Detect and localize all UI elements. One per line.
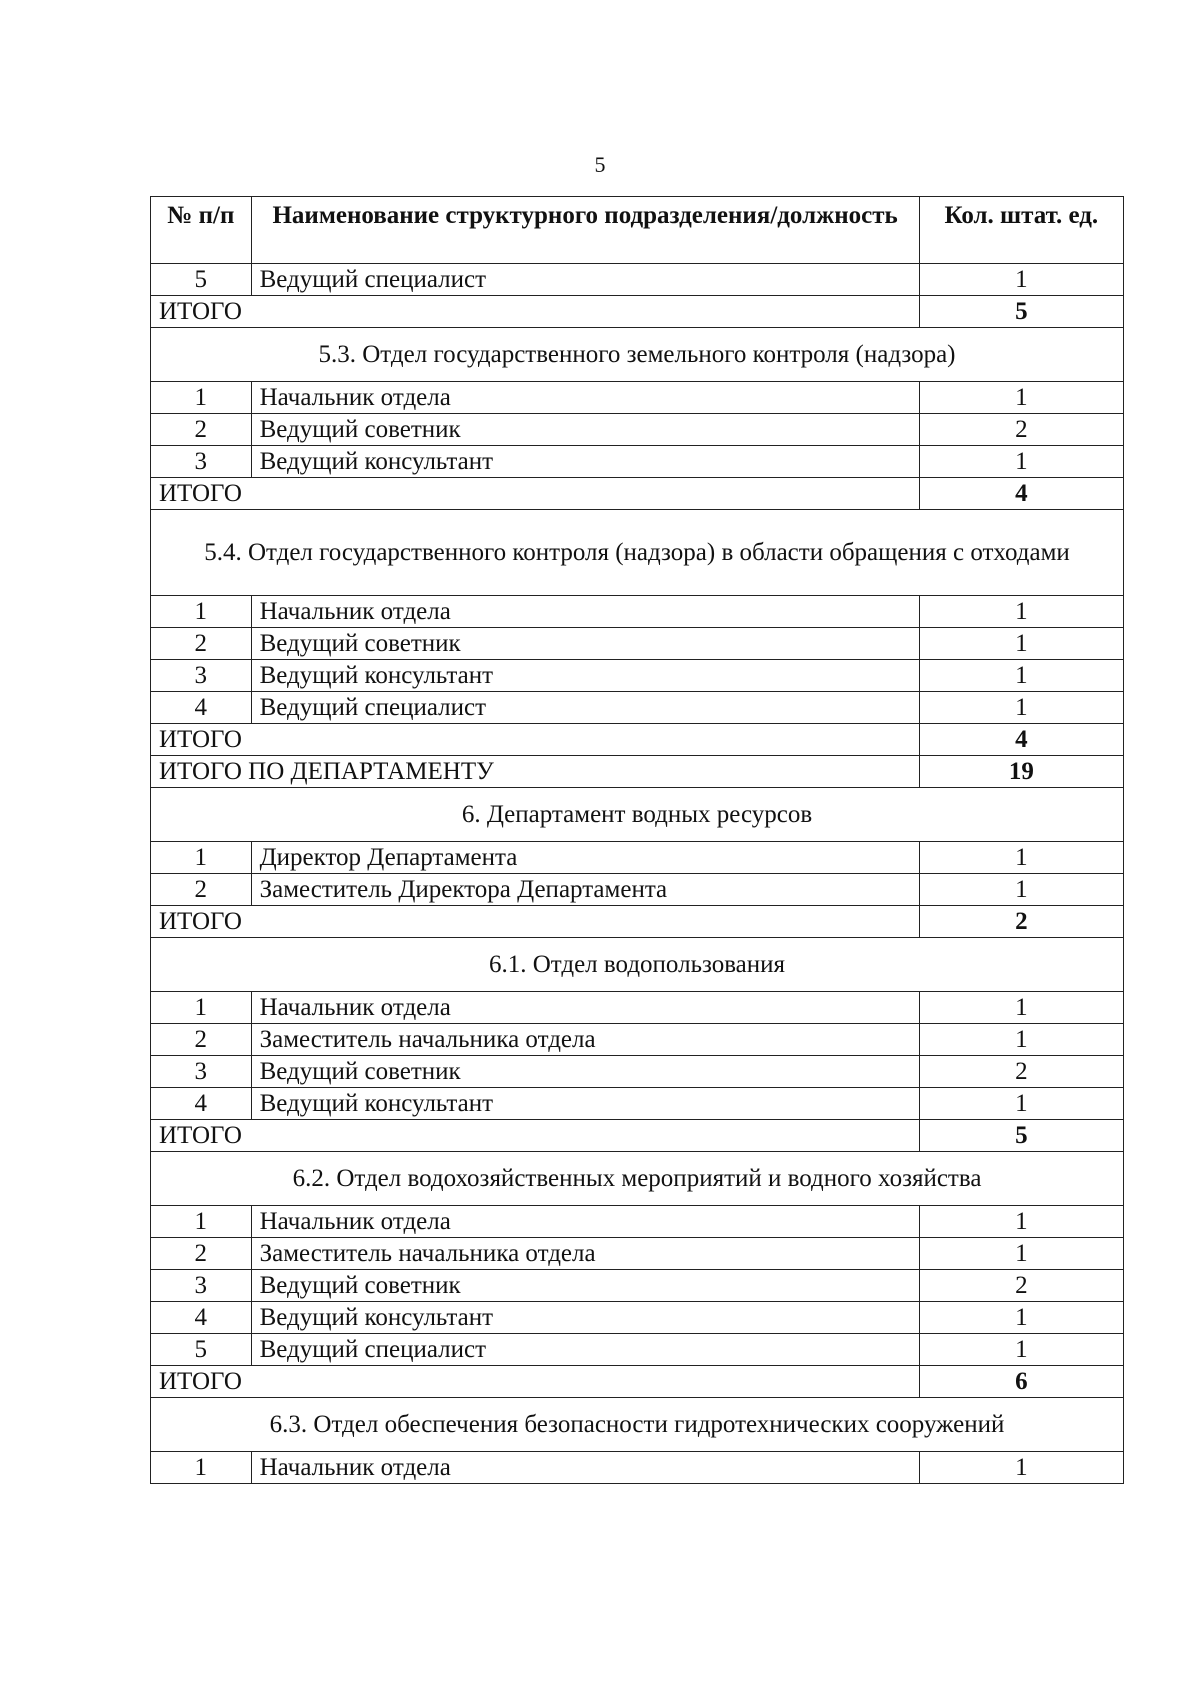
row-number: 1 xyxy=(151,596,252,628)
row-number: 3 xyxy=(151,446,252,478)
total-label: ИТОГО xyxy=(151,296,920,328)
table-row xyxy=(151,1206,1124,1238)
row-number: 1 xyxy=(151,382,252,414)
section-title: 6.3. Отдел обеспечения безопасности гидротехнических сооружений xyxy=(151,1398,1124,1452)
total-value: 2 xyxy=(919,906,1123,938)
total-row xyxy=(151,1366,1124,1398)
staff-count: 1 xyxy=(919,874,1123,906)
total-value: 4 xyxy=(919,724,1123,756)
row-number: 5 xyxy=(151,264,252,296)
total-label: ИТОГО ПО ДЕПАРТАМЕНТУ xyxy=(151,756,920,788)
position-name: Начальник отдела xyxy=(251,596,919,628)
position-name: Ведущий специалист xyxy=(251,264,919,296)
table-row xyxy=(151,842,1124,874)
total-label: ИТОГО xyxy=(151,1120,920,1152)
position-name: Начальник отдела xyxy=(251,382,919,414)
row-number: 5 xyxy=(151,1334,252,1366)
table-row xyxy=(151,992,1124,1024)
row-number: 4 xyxy=(151,1088,252,1120)
table-row xyxy=(151,446,1124,478)
total-row xyxy=(151,478,1124,510)
position-name: Ведущий советник xyxy=(251,1270,919,1302)
table-row xyxy=(151,1452,1124,1484)
row-number: 2 xyxy=(151,874,252,906)
staff-count: 1 xyxy=(919,1206,1123,1238)
row-number: 3 xyxy=(151,660,252,692)
table-row xyxy=(151,382,1124,414)
row-number: 2 xyxy=(151,1238,252,1270)
section-row xyxy=(151,1398,1124,1452)
row-number: 2 xyxy=(151,414,252,446)
total-value: 5 xyxy=(919,1120,1123,1152)
position-name: Ведущий консультант xyxy=(251,660,919,692)
section-row xyxy=(151,788,1124,842)
total-row xyxy=(151,296,1124,328)
row-number: 1 xyxy=(151,1206,252,1238)
staff-count: 1 xyxy=(919,628,1123,660)
section-title: 5.4. Отдел государственного контроля (надзора) в области обращения с отходами xyxy=(151,510,1124,596)
total-label: ИТОГО xyxy=(151,906,920,938)
header-name: Наименование структурного подразделения/должность xyxy=(251,197,919,264)
row-number: 2 xyxy=(151,628,252,660)
staff-count: 1 xyxy=(919,1238,1123,1270)
table-row xyxy=(151,628,1124,660)
total-label: ИТОГО xyxy=(151,1366,920,1398)
position-name: Заместитель Директора Департамента xyxy=(251,874,919,906)
header-num: № п/п xyxy=(151,197,252,264)
table-row xyxy=(151,1302,1124,1334)
table-body xyxy=(151,264,1124,1484)
row-number: 3 xyxy=(151,1056,252,1088)
total-row xyxy=(151,1120,1124,1152)
table-row xyxy=(151,874,1124,906)
total-value: 5 xyxy=(919,296,1123,328)
total-row xyxy=(151,756,1124,788)
section-title: 6.2. Отдел водохозяйственных мероприятий и водного хозяйства xyxy=(151,1152,1124,1206)
position-name: Заместитель начальника отдела xyxy=(251,1024,919,1056)
staff-count: 2 xyxy=(919,1270,1123,1302)
table-row xyxy=(151,1056,1124,1088)
position-name: Ведущий специалист xyxy=(251,692,919,724)
table-row xyxy=(151,596,1124,628)
table-row xyxy=(151,1270,1124,1302)
row-number: 4 xyxy=(151,1302,252,1334)
section-row xyxy=(151,328,1124,382)
staff-count: 1 xyxy=(919,382,1123,414)
position-name: Начальник отдела xyxy=(251,1452,919,1484)
staff-count: 1 xyxy=(919,1088,1123,1120)
header-count: Кол. штат. ед. xyxy=(919,197,1123,264)
table-header-row xyxy=(151,197,1124,264)
row-number: 1 xyxy=(151,992,252,1024)
staff-count: 1 xyxy=(919,992,1123,1024)
staffing-table xyxy=(150,196,1124,1484)
total-value: 4 xyxy=(919,478,1123,510)
section-title: 5.3. Отдел государственного земельного контроля (надзора) xyxy=(151,328,1124,382)
table-row xyxy=(151,414,1124,446)
section-row xyxy=(151,938,1124,992)
staff-count: 2 xyxy=(919,414,1123,446)
row-number: 2 xyxy=(151,1024,252,1056)
table-row xyxy=(151,1024,1124,1056)
position-name: Ведущий специалист xyxy=(251,1334,919,1366)
table-row xyxy=(151,1088,1124,1120)
section-row xyxy=(151,1152,1124,1206)
staff-count: 1 xyxy=(919,692,1123,724)
position-name: Начальник отдела xyxy=(251,992,919,1024)
position-name: Ведущий советник xyxy=(251,1056,919,1088)
total-label: ИТОГО xyxy=(151,478,920,510)
total-row xyxy=(151,724,1124,756)
total-value: 19 xyxy=(919,756,1123,788)
position-name: Ведущий консультант xyxy=(251,1302,919,1334)
staff-count: 2 xyxy=(919,1056,1123,1088)
page-number: 5 xyxy=(594,152,606,177)
staff-count: 1 xyxy=(919,842,1123,874)
staff-count: 1 xyxy=(919,264,1123,296)
staff-count: 1 xyxy=(919,1452,1123,1484)
row-number: 4 xyxy=(151,692,252,724)
position-name: Заместитель начальника отдела xyxy=(251,1238,919,1270)
section-title: 6.1. Отдел водопользования xyxy=(151,938,1124,992)
position-name: Ведущий консультант xyxy=(251,1088,919,1120)
table-row xyxy=(151,264,1124,296)
position-name: Ведущий консультант xyxy=(251,446,919,478)
total-label: ИТОГО xyxy=(151,724,920,756)
total-row xyxy=(151,906,1124,938)
staff-count: 1 xyxy=(919,660,1123,692)
staff-count: 1 xyxy=(919,446,1123,478)
staff-count: 1 xyxy=(919,596,1123,628)
table-row xyxy=(151,660,1124,692)
position-name: Ведущий советник xyxy=(251,414,919,446)
position-name: Директор Департамента xyxy=(251,842,919,874)
position-name: Ведущий советник xyxy=(251,628,919,660)
total-value: 6 xyxy=(919,1366,1123,1398)
staff-count: 1 xyxy=(919,1024,1123,1056)
staff-count: 1 xyxy=(919,1334,1123,1366)
section-row xyxy=(151,510,1124,596)
staff-count: 1 xyxy=(919,1302,1123,1334)
position-name: Начальник отдела xyxy=(251,1206,919,1238)
section-title: 6. Департамент водных ресурсов xyxy=(151,788,1124,842)
table-row xyxy=(151,1238,1124,1270)
row-number: 1 xyxy=(151,842,252,874)
row-number: 1 xyxy=(151,1452,252,1484)
table-row xyxy=(151,692,1124,724)
table-row xyxy=(151,1334,1124,1366)
row-number: 3 xyxy=(151,1270,252,1302)
